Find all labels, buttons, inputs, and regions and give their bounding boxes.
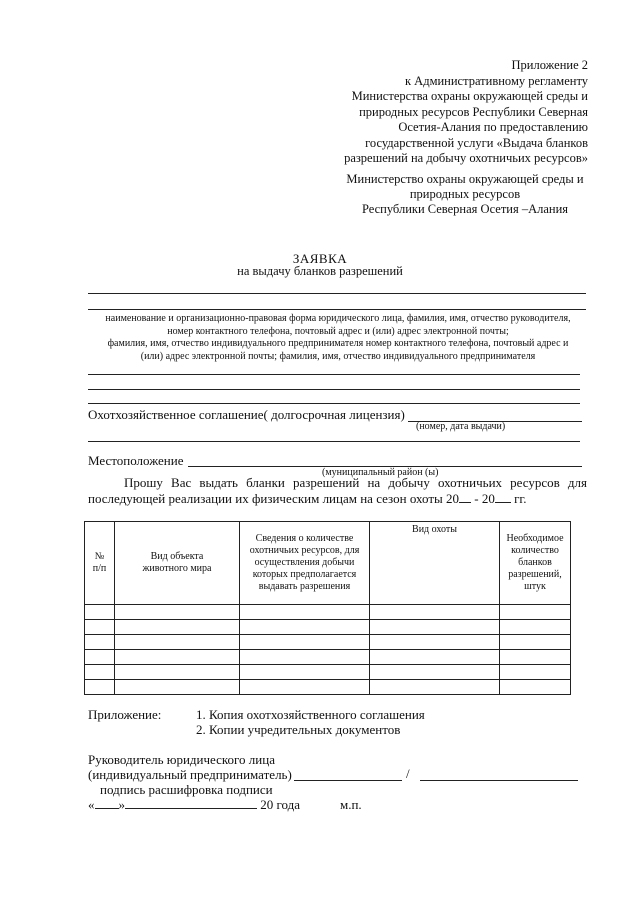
applicant-hint-line: номер контактного телефона, почтовый адрес и (или) адрес электронной почты; xyxy=(167,325,509,337)
table-cell[interactable] xyxy=(370,605,500,620)
table-cell[interactable] xyxy=(85,635,115,650)
table-cell[interactable] xyxy=(85,605,115,620)
applicant-hint xyxy=(82,313,594,363)
request-suffix: гг. xyxy=(514,491,527,506)
date-line xyxy=(88,797,300,813)
table-cell[interactable] xyxy=(500,635,571,650)
table-cell[interactable] xyxy=(240,620,370,635)
table-cell[interactable] xyxy=(370,635,500,650)
table-cell[interactable] xyxy=(370,650,500,665)
applicant-hint-line: (или) адрес электронной почты; фамилия, имя, отчество индивидуального предпринимателя xyxy=(140,350,536,362)
table-row xyxy=(85,665,571,680)
request-prefix: последующей реализации их физическим лицам на сезон охоты 20 xyxy=(88,491,459,506)
attachment-item: 2. Копии учредительных документов xyxy=(196,722,401,737)
signature-transcript-field[interactable] xyxy=(420,780,578,781)
table-cell[interactable] xyxy=(85,620,115,635)
appendix-line: Приложение 2 xyxy=(511,58,588,72)
table-cell[interactable] xyxy=(85,680,115,695)
recipient-line: Республики Северная Осетия –Алания xyxy=(361,202,569,216)
table-row xyxy=(85,635,571,650)
appendix-line: к Административному регламенту xyxy=(404,73,588,88)
table-cell[interactable] xyxy=(240,605,370,620)
request-mid: - 20 xyxy=(474,491,495,506)
date-close-quote: » xyxy=(118,797,125,812)
table-cell[interactable] xyxy=(370,620,500,635)
appendix-line: разрешений на добычу охотничьих ресурсов» xyxy=(344,151,588,165)
attachment-item: 1. Копия охотхозяйственного соглашения xyxy=(196,707,425,722)
signature-field[interactable] xyxy=(294,780,402,781)
table-cell[interactable] xyxy=(85,665,115,680)
table-cell[interactable] xyxy=(115,665,240,680)
table-cell[interactable] xyxy=(240,635,370,650)
table-cell[interactable] xyxy=(115,650,240,665)
applicant-input-line[interactable] xyxy=(88,389,580,390)
table-cell[interactable] xyxy=(240,680,370,695)
appendix-line: Министерства охраны окружающей среды и xyxy=(351,89,588,103)
table-cell[interactable] xyxy=(240,650,370,665)
request-line-1: Прошу Вас выдать бланки разрешений на добычу охотничьих ресурсов для xyxy=(124,475,587,490)
signature-role-line: Руководитель юридического лица xyxy=(88,752,275,767)
season-start-field[interactable] xyxy=(459,492,471,503)
table-row xyxy=(85,680,571,695)
table-cell[interactable] xyxy=(500,680,571,695)
stamp-place: м.п. xyxy=(340,797,362,812)
applicant-hint-line: фамилия, имя, отчество индивидуального предпринимателя номер контактного телефона, почтовый адрес и xyxy=(107,338,569,349)
applicant-input-line[interactable] xyxy=(88,374,580,375)
agreement-input-line[interactable] xyxy=(88,441,580,442)
table-cell[interactable] xyxy=(115,635,240,650)
applicant-hint-line: наименование и организационно-правовая форма юридического лица, фамилия, имя, отчество руководителя, xyxy=(105,313,571,324)
document-subtitle: на выдачу бланков разрешений xyxy=(237,264,403,278)
signature-captions: подпись расшифровка подписи xyxy=(100,782,273,797)
document-title: ЗАЯВКА xyxy=(292,251,348,266)
table-cell[interactable] xyxy=(115,620,240,635)
table-cell[interactable] xyxy=(85,650,115,665)
applicant-input-line[interactable] xyxy=(88,309,586,310)
signature-slash: / xyxy=(406,766,410,781)
table-cell[interactable] xyxy=(500,650,571,665)
table-header-cell: Вид объекта животного мира xyxy=(115,522,240,605)
applicant-input-line[interactable] xyxy=(88,403,580,404)
table-header-row xyxy=(85,522,571,605)
recipient-line: природных ресурсов xyxy=(409,187,521,201)
table-row xyxy=(85,650,571,665)
season-end-field[interactable] xyxy=(495,492,511,503)
request-line-2 xyxy=(88,491,527,507)
table-row xyxy=(85,605,571,620)
appendix-line: Осетия-Алания по предоставлению xyxy=(398,120,588,134)
table-header-cell: № п/п xyxy=(85,522,115,605)
table-cell[interactable] xyxy=(500,605,571,620)
applicant-input-line[interactable] xyxy=(88,293,586,294)
table-header-cell: Необходимое количество бланков разрешений, штук xyxy=(500,522,571,605)
date-open-quote: « xyxy=(88,797,95,812)
agreement-label: Охотхозяйственное соглашение( долгосрочная лицензия) xyxy=(88,407,405,422)
table-header-cell: Вид охоты xyxy=(370,522,500,605)
table-row xyxy=(85,620,571,635)
resources-table xyxy=(84,521,571,695)
table-cell[interactable] xyxy=(370,680,500,695)
attachments-label: Приложение: xyxy=(88,707,162,722)
agreement-hint: (номер, дата выдачи) xyxy=(416,421,506,432)
location-label: Местоположение xyxy=(88,453,184,468)
table-cell[interactable] xyxy=(115,680,240,695)
table-cell[interactable] xyxy=(500,665,571,680)
location-hint: (муниципальный район (ы) xyxy=(322,467,439,478)
signature-role-line: (индивидуальный предприниматель) xyxy=(88,767,292,782)
recipient-block xyxy=(300,172,630,217)
date-day-field[interactable] xyxy=(95,797,119,809)
table-header-cell: Сведения о количестве охотничьих ресурсов, для осуществления добычи которых предполагается выдавать разрешения xyxy=(240,522,370,605)
table-cell[interactable] xyxy=(500,620,571,635)
appendix-header xyxy=(258,58,588,167)
table-cell[interactable] xyxy=(240,665,370,680)
date-year-text: 20 года xyxy=(260,797,301,812)
date-month-field[interactable] xyxy=(125,797,257,809)
recipient-line: Министерство охраны окружающей среды и xyxy=(346,172,584,186)
appendix-line: государственной услуги «Выдача бланков xyxy=(365,135,588,150)
appendix-line: природных ресурсов Республики Северная xyxy=(359,104,588,119)
table-cell[interactable] xyxy=(370,665,500,680)
table-cell[interactable] xyxy=(115,605,240,620)
